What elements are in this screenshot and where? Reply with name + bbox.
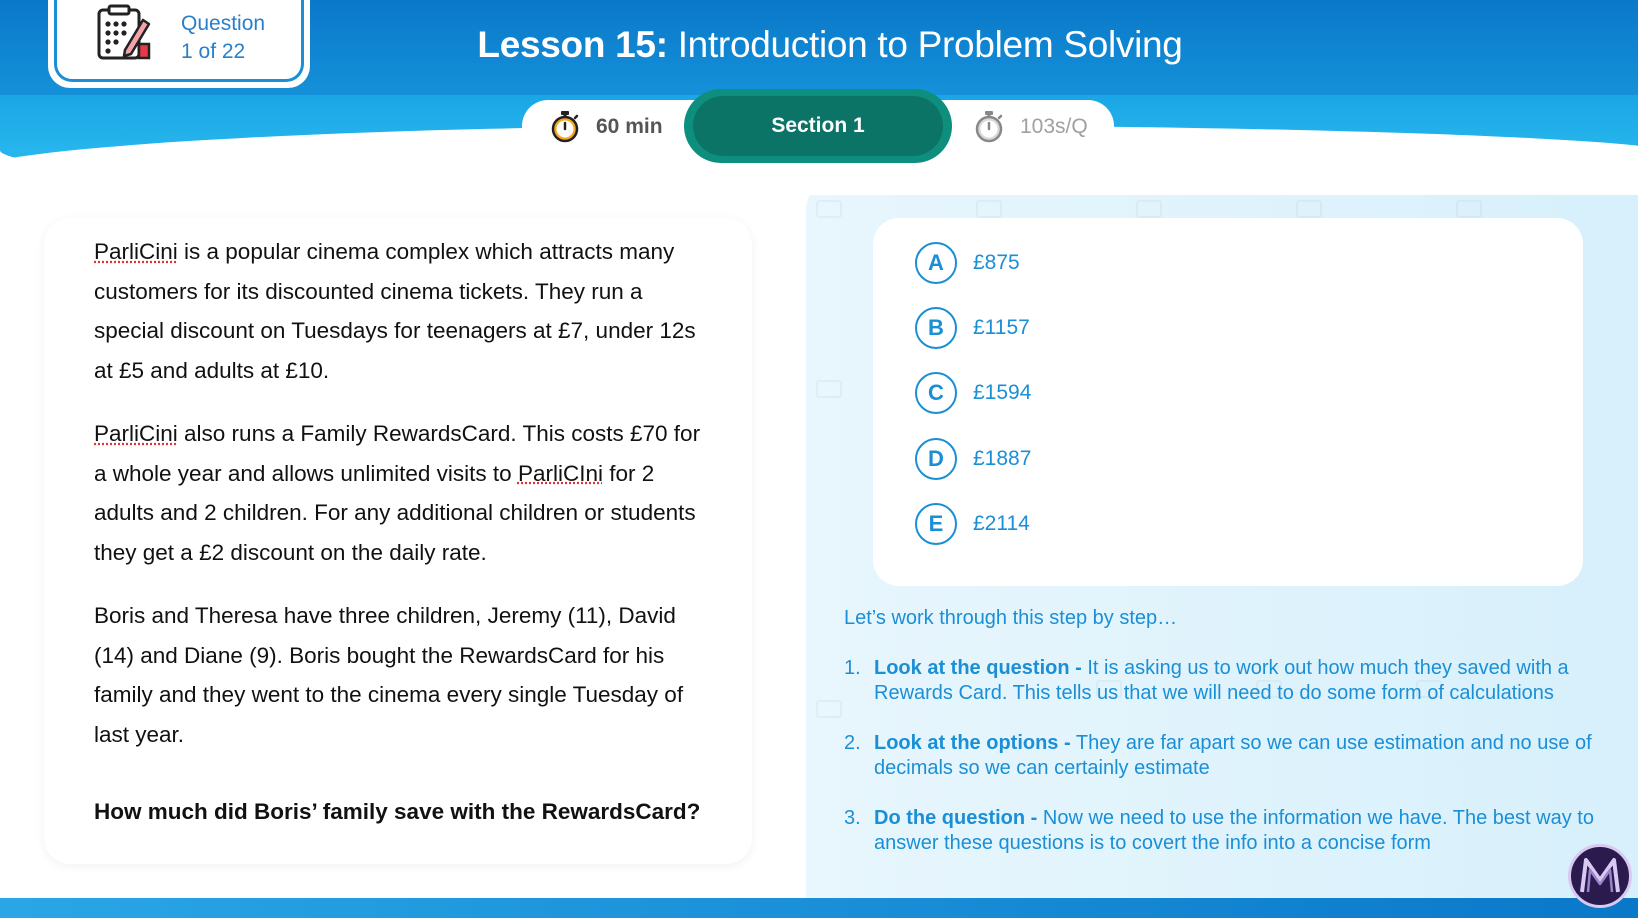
step-text: It is asking us to work out how much they saved with a Rewards Card. This tells us that we will need to do some form of calculations (874, 657, 1569, 704)
question-counter-card (48, 0, 310, 88)
explanation-step (844, 731, 1604, 781)
option-a[interactable] (915, 242, 1020, 284)
explanation (844, 606, 1604, 881)
option-value: £875 (973, 251, 1020, 274)
m-logo-icon (1568, 844, 1632, 908)
passage-brand-word: ParliCini (94, 421, 178, 446)
option-letter: C (915, 372, 957, 414)
option-letter: D (915, 438, 957, 480)
option-value: £1157 (973, 316, 1030, 339)
step-number: 2. (844, 732, 861, 754)
lesson-title (330, 24, 1330, 66)
question-prompt: How much did Boris’ family save with the RewardsCard? (94, 799, 701, 824)
time-per-question (974, 108, 1088, 146)
stopwatch-icon (550, 111, 580, 143)
step-title: Do the question - (874, 807, 1038, 829)
step-text: Now we need to use the information we have. The best way to answer these questions is to covert the info into a concise form (874, 807, 1594, 854)
section-indicator (684, 89, 952, 163)
lesson-number: Lesson 15: (477, 24, 668, 65)
passage-brand-word: ParliCini (94, 239, 178, 264)
option-value: £1887 (973, 447, 1032, 470)
step-number: 3. (844, 807, 861, 829)
passage-text: is a popular cinema complex which attracts many customers for its discounted cinema tickets. They run a special discount on Tuesdays for teenagers at £7, under 12s at £5 and adults at £10. (94, 239, 696, 383)
option-value: £1594 (973, 381, 1032, 404)
stopwatch-icon (974, 111, 1004, 143)
passage-paragraph-2 (94, 414, 712, 572)
option-letter: E (915, 503, 957, 545)
passage-brand-word: ParliCIni (517, 460, 603, 486)
option-b[interactable] (915, 307, 1030, 349)
total-time-label: 60 min (596, 115, 663, 138)
explanation-intro: Let’s work through this step by step… (844, 607, 1178, 629)
passage-paragraph-3: Boris and Theresa have three children, Jeremy (11), David (14) and Diane (9). Boris bought the RewardsCard for his family and they went to the cinema every single Tuesday of last year. (94, 603, 684, 747)
section-label: Section 1 (693, 96, 943, 156)
option-value: £2114 (973, 512, 1030, 535)
per-question-label: 103s/Q (1020, 115, 1088, 138)
question-label: Question (181, 11, 266, 35)
option-c[interactable] (915, 372, 1031, 414)
footer-strip (0, 898, 1638, 918)
passage-text: also runs a Family RewardsCard. This costs £70 for a whole year and allows unlimited visits to (94, 421, 701, 486)
step-title: Look at the question - (874, 657, 1082, 679)
answer-options (873, 218, 1583, 586)
passage-text: for 2 adults and 2 children. For any additional children or students they get a £2 discount on the daily rate. (94, 460, 696, 565)
explanation-step (844, 806, 1604, 856)
explanation-step (844, 656, 1604, 706)
question-progress: 1 of 22 (181, 39, 246, 63)
total-time (550, 108, 663, 146)
option-e[interactable] (915, 503, 1030, 545)
step-title: Look at the options - (874, 732, 1071, 754)
lesson-name: Introduction to Problem Solving (667, 24, 1183, 65)
passage-paragraph-1 (94, 232, 712, 390)
checklist-pencil-icon (95, 4, 153, 62)
option-letter: A (915, 242, 957, 284)
step-text: They are far apart so we can use estimation and no use of decimals so we can certainly estimate (874, 732, 1592, 779)
option-letter: B (915, 307, 957, 349)
step-number: 1. (844, 657, 861, 679)
option-d[interactable] (915, 438, 1031, 480)
question-passage (44, 218, 752, 864)
